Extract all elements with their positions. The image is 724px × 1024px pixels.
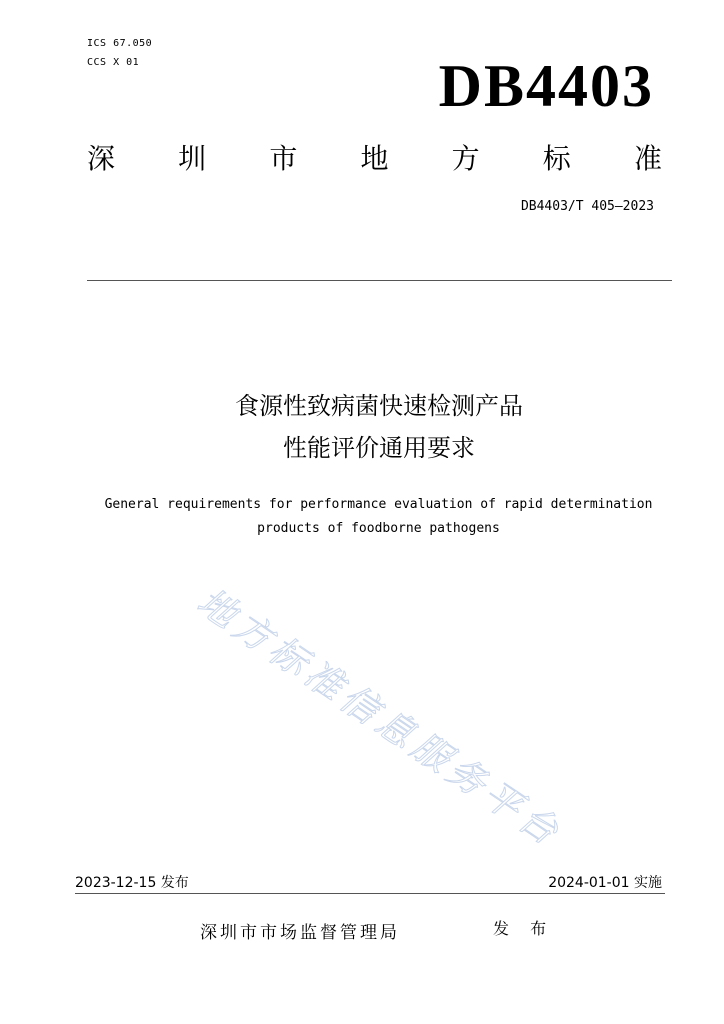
publish-label: 发 布 (493, 919, 555, 938)
standard-type-char: 圳 (178, 142, 207, 175)
chinese-title-line-2: 性能评价通用要求 (283, 434, 475, 462)
top-divider (87, 280, 672, 281)
issuing-authority: 深圳市市场监督管理局 (200, 923, 400, 943)
standard-type-char: 方 (451, 142, 480, 175)
bottom-divider (75, 893, 665, 894)
english-title-line-2: products of foodborne pathogens (257, 521, 500, 536)
standard-type-char: 市 (269, 142, 298, 175)
standard-number: DB4403/T 405—2023 (520, 199, 654, 214)
platform-watermark: 地方标准信息服务平台 (189, 579, 571, 856)
standard-code-logo: DB4403 (438, 53, 654, 119)
english-title-line-1: General requirements for performance evaluation of rapid determination (104, 497, 653, 512)
ccs-code: CCS X 01 (87, 57, 140, 68)
chinese-title-line-1: 食源性致病菌快速检测产品 (235, 392, 523, 420)
standard-type-heading (87, 142, 662, 176)
standard-type-char: 标 (542, 142, 571, 175)
standard-type-char: 准 (633, 142, 662, 175)
implementation-date: 2024-01-01 实施 (548, 875, 662, 891)
standard-type-char: 深 (87, 142, 116, 175)
ics-code: ICS 67.050 (87, 38, 153, 49)
issue-date: 2023-12-15 发布 (75, 875, 189, 891)
standard-type-char: 地 (360, 142, 389, 175)
